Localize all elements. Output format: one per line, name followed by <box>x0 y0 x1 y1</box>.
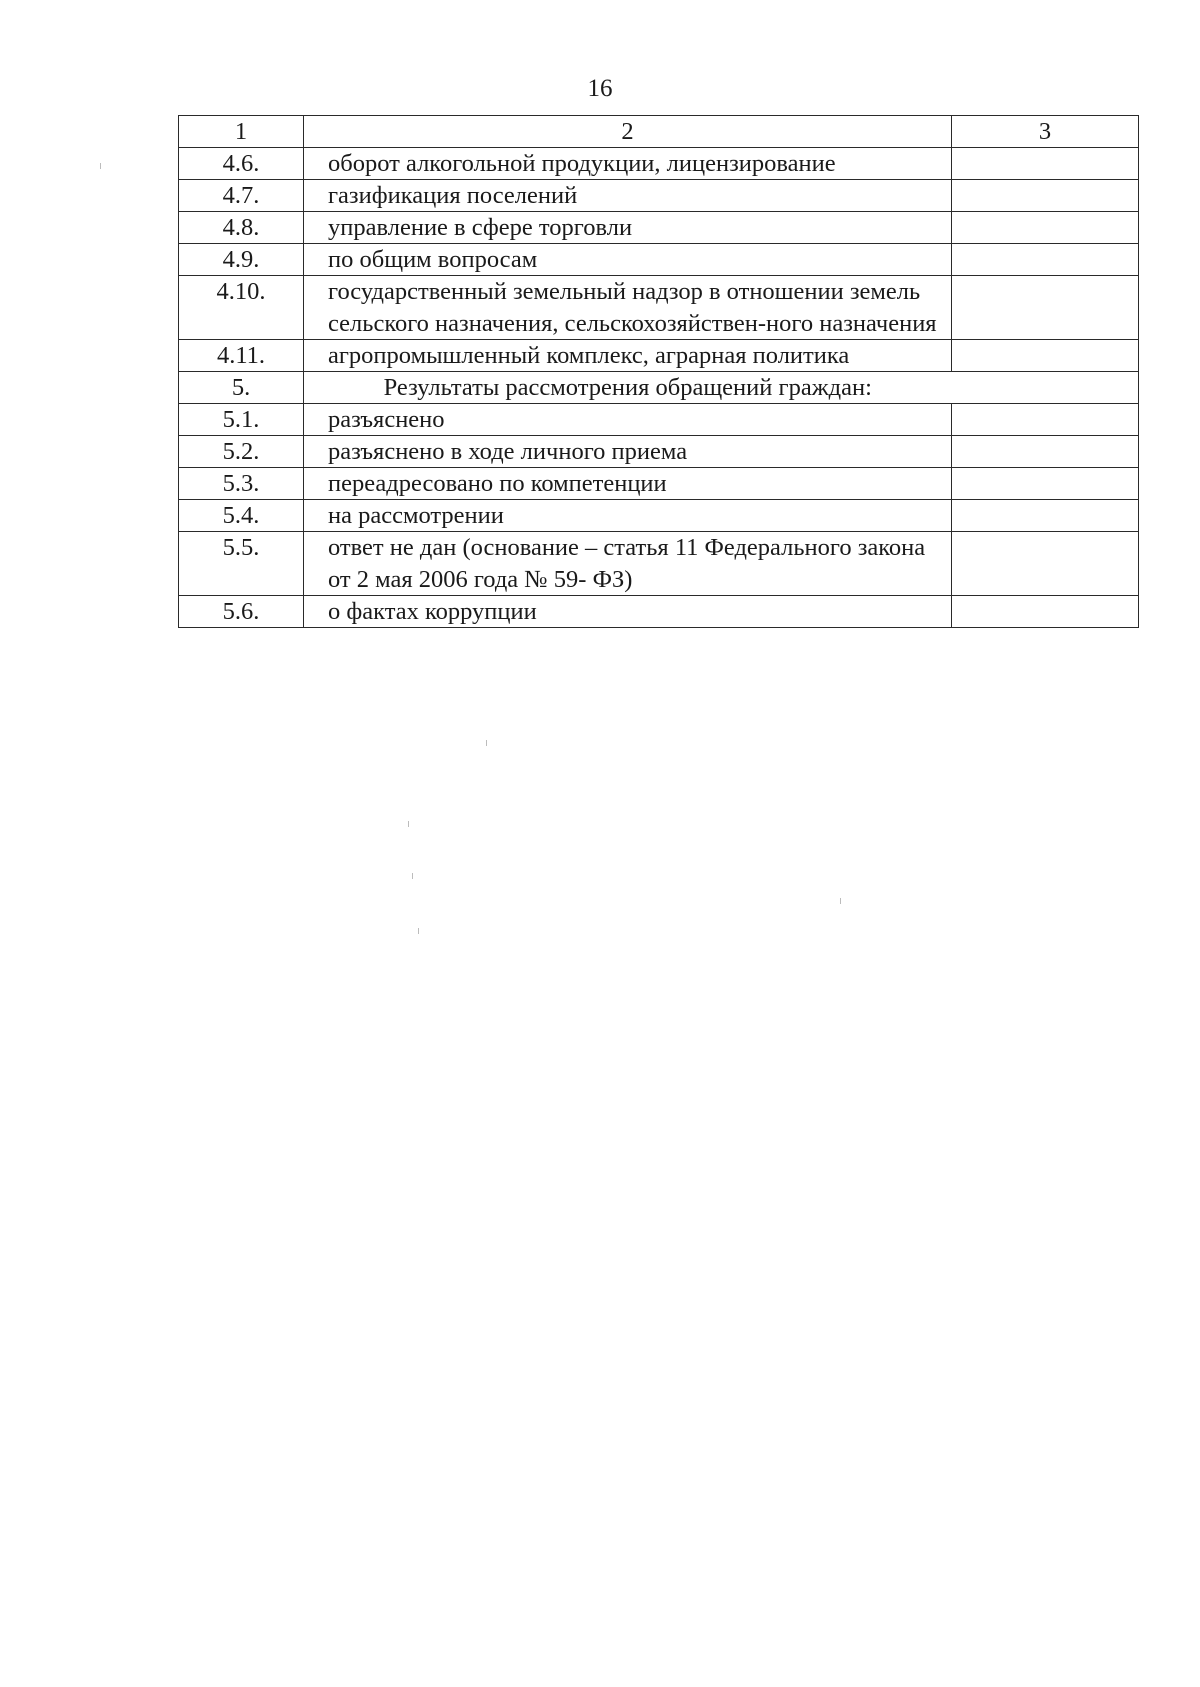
scan-speck <box>486 740 487 746</box>
row-value <box>952 212 1139 244</box>
row-text: государственный земельный надзор в отношении земель сельского назначения, сельскохозяйствен-ного назначения <box>304 276 952 340</box>
column-header-1: 1 <box>179 116 304 148</box>
table-row <box>179 532 1139 596</box>
row-value <box>952 532 1139 596</box>
section-header-row <box>179 372 1139 404</box>
row-number: 4.8. <box>179 212 304 244</box>
row-number: 4.9. <box>179 244 304 276</box>
row-text: переадресовано по компетенции <box>304 468 952 500</box>
row-number: 5.5. <box>179 532 304 596</box>
row-number: 5.3. <box>179 468 304 500</box>
row-text: по общим вопросам <box>304 244 952 276</box>
row-text: ответ не дан (основание – статья 11 Федерального закона от 2 мая 2006 года № 59- ФЗ) <box>304 532 952 596</box>
table-row <box>179 244 1139 276</box>
row-text: о фактах коррупции <box>304 596 952 628</box>
table-row <box>179 276 1139 340</box>
table-row <box>179 436 1139 468</box>
table-row <box>179 148 1139 180</box>
row-value <box>952 180 1139 212</box>
table-row <box>179 212 1139 244</box>
row-text: газификация поселений <box>304 180 952 212</box>
row-value <box>952 404 1139 436</box>
row-number: 4.7. <box>179 180 304 212</box>
row-number: 4.10. <box>179 276 304 340</box>
table-row <box>179 596 1139 628</box>
row-text: управление в сфере торговли <box>304 212 952 244</box>
row-value <box>952 436 1139 468</box>
row-value <box>952 596 1139 628</box>
table-header-row <box>179 116 1139 148</box>
scan-speck <box>408 821 409 827</box>
row-value <box>952 276 1139 340</box>
row-text: оборот алкогольной продукции, лицензирование <box>304 148 952 180</box>
row-value <box>952 500 1139 532</box>
table-row <box>179 500 1139 532</box>
column-header-3: 3 <box>952 116 1139 148</box>
row-value <box>952 340 1139 372</box>
section-number: 5. <box>179 372 304 404</box>
row-number: 5.6. <box>179 596 304 628</box>
scan-speck <box>418 928 419 934</box>
section-value <box>952 372 1139 404</box>
row-number: 4.6. <box>179 148 304 180</box>
table-row <box>179 468 1139 500</box>
page-number: 16 <box>587 75 613 102</box>
report-table <box>178 115 1139 628</box>
row-number: 5.1. <box>179 404 304 436</box>
scan-speck <box>840 898 841 904</box>
row-number: 4.11. <box>179 340 304 372</box>
row-text: разъяснено в ходе личного приема <box>304 436 952 468</box>
section-title: Результаты рассмотрения обращений граждан: <box>304 372 952 404</box>
row-text: агропромышленный комплекс, аграрная политика <box>304 340 952 372</box>
scan-speck <box>412 873 413 879</box>
table-row <box>179 180 1139 212</box>
scan-speck <box>100 163 101 169</box>
table-row <box>179 340 1139 372</box>
row-text: на рассмотрении <box>304 500 952 532</box>
row-number: 5.2. <box>179 436 304 468</box>
row-number: 5.4. <box>179 500 304 532</box>
column-header-2: 2 <box>304 116 952 148</box>
row-text: разъяснено <box>304 404 952 436</box>
row-value <box>952 244 1139 276</box>
table-row <box>179 404 1139 436</box>
row-value <box>952 148 1139 180</box>
row-value <box>952 468 1139 500</box>
